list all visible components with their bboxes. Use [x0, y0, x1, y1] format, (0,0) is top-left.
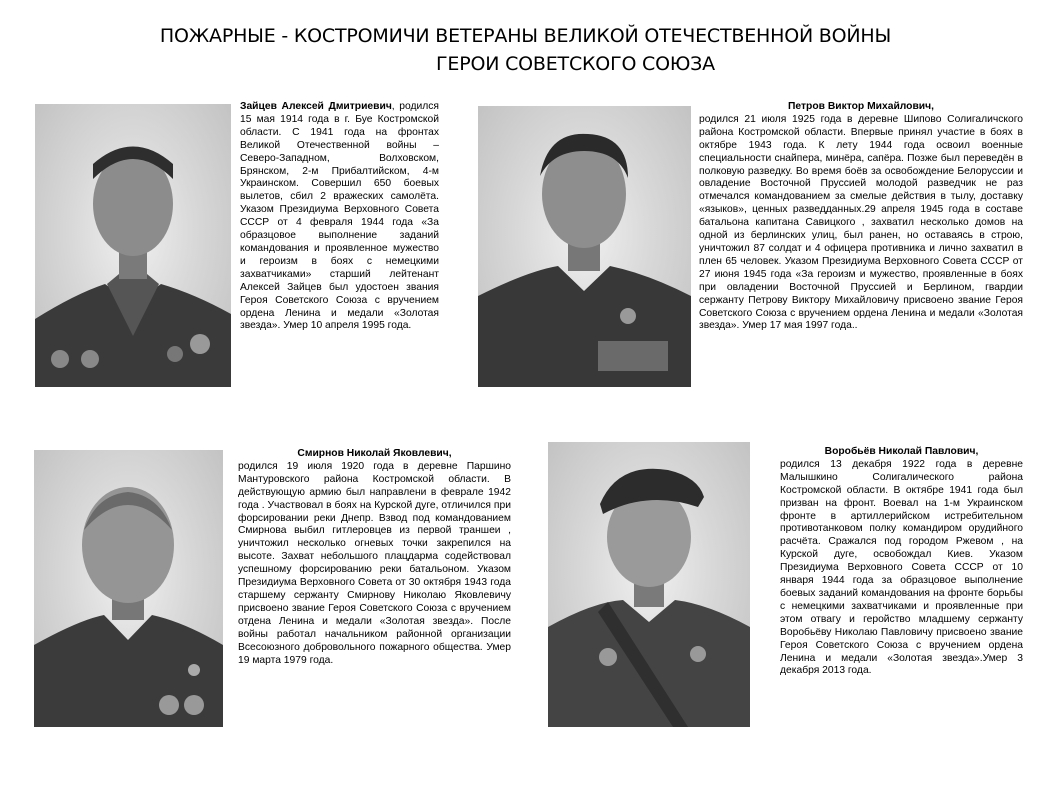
hero-name-zaitsev: Зайцев Алексей Дмитриевич	[240, 101, 392, 112]
bio-text-zaitsev: , родился 15 мая 1914 года в г. Буе Костромской области. С 1941 года на фронтах Великой Отечественной войны – Северо-Западном, Волховском, Брянском, 2-м Прибалтийском, 4-м Украинском. Совершил 650 боевых вылетов, сбил 2 вражеских самолёта. Указом Президиума Верховного Совета СССР от 4 февраля 1944 года «За образцовое выполнение заданий командования и проявленное мужество и героизм в боях с немецкими захватчиками» старший лейтенант Алексей Зайцев был удостоен звания Героя Советского Союза с вручением ордена Ленина и медали «Золотая звезда». Умер 10 апреля 1995 года.	[240, 101, 439, 332]
hero-name-smirnov: Смирнов Николай Яковлевич,	[297, 448, 452, 459]
bio-text-petrov: родился 21 июля 1925 года в деревне Шипово Солигаличского района Костромской области. Впервые принял участие в боях в октябре 1943 года. К лету 1944 года освоил военные специальности снайпера, минёра, сапёра. Позже был переведён в полковую разведку. Во время боёв за освобождение Белоруссии и овладение Восточной Пруссией молодой разведчик не раз отмечался командованием за смелые действия в тылу, доставку «языков», ценных разведданных.29 апреля 1945 года в составе батальона капитана Савицкого , захватил несколько домов на одной из берлинских улиц, был ранен, но оставаясь в строю, уничтожил 87 солдат и 4 офицера противника и лично захватил в плен 65 человек. Указом Президиума Верховного Совета СССР от 27 июня 1945 года «За героизм и мужество, проявленные в боях при овладении Восточной Пруссией и Берлином, гвардии сержанту Петрову Виктору Михайловичу присвоено звание Героя Советского Союза с вручением ордена Ленина и медали «Золотая звезда». Умер 17 мая 1997 года..	[699, 113, 1023, 332]
hero-name-vorobyov: Воробьёв Николай Павлович,	[824, 446, 979, 457]
bio-text-smirnov: родился 19 июля 1920 года в деревне Паршино Мантуровского района Костромской области. В действующую армию был направлени в феврале 1942 года . Участвовал в боях на Курской дуге, отличился при форсировании реки Днепр. Взвод под командованием Смирнова выбил гитлеровцев из первой траншеи , уничтожил несколько огневых точки закрепился на высоте. Захват небольшого плацдарма содействовал успешному форсированию реки батальоном. Указом Президиума Верховного Совета от 30 октября 1943 года старшему сержанту Смирнову Николаю Яковлевичу присвоено звание Героя Советского Союза с вручением отдена Ленина и медали «Золотая звезда». После войны работал начальником районной организации Всесоюзного добровольного пожарного общества. Умер 19 марта 1979 года.	[238, 460, 511, 666]
portrait-photo-smirnov	[34, 450, 223, 727]
bio-petrov	[699, 101, 1023, 333]
portrait-photo-zaitsev	[35, 104, 231, 387]
bio-zaitsev	[240, 101, 439, 333]
bio-smirnov	[238, 448, 511, 667]
hero-name-petrov: Петров Виктор Михайлович,	[788, 101, 934, 112]
page-title-line-2: ГЕРОИ СОВЕТСКОГО СОЮЗА	[436, 53, 715, 75]
bio-vorobyov	[780, 446, 1023, 678]
portrait-photo-vorobyov	[548, 442, 750, 727]
portrait-photo-petrov	[478, 106, 691, 387]
page-title-line-1: ПОЖАРНЫЕ - КОСТРОМИЧИ ВЕТЕРАНЫ ВЕЛИКОЙ ОТЕЧЕСТВЕННОЙ ВОЙНЫ	[159, 25, 892, 47]
bio-text-vorobyov: родился 13 декабря 1922 года в деревне Малышкино Солигалического района Костромской области. В октябре 1941 года был призван на фронт. Воевал на 1-м Украинском фронте в артиллерийском истребительном противотанковом полку командиром орудийного расчёта. Сражался под городом Ржевом , на Курской дуге, освобождал Киев. Указом Президиума Верховного Совета СССР от 10 января 1944 года за образцовое выполнение боевых заданий командования на фронте борьбы с немецкими захватчиками и проявленные при этом отвагу и геройство младшему сержанту Воробьёву Николаю Павловичу присвоено звание Героя Советского Союза с вручением ордена Ленина и медали «Золотая звезда».Умер 3 декабря 2013 года.	[780, 458, 1023, 677]
